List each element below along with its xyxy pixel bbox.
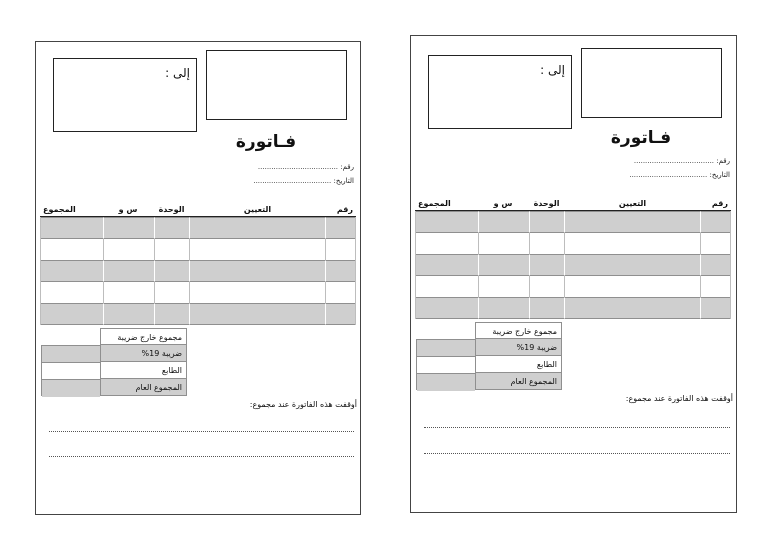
col-description: التعيين (243, 205, 272, 214)
col-price: س و (118, 205, 138, 214)
invoice-sheet-left (35, 41, 361, 515)
stamp-label: الطابع (475, 356, 562, 373)
col-number: رقم (711, 199, 728, 208)
col-price: س و (493, 199, 513, 208)
table-row (41, 217, 355, 239)
subtotal-label: مجموع خارج ضريبة (475, 322, 562, 339)
closing-statement: أوقفت هذه الفاتورة عند مجموع: (625, 394, 733, 403)
tax-label: ضريبة 19% (475, 339, 562, 356)
amount-line-1 (49, 431, 354, 432)
col-total: المجموع (43, 205, 76, 214)
recipient-label: إلى : (540, 63, 565, 77)
invoice-number-field: رقم: .................................... (257, 163, 354, 171)
stamp-label: الطابع (100, 362, 187, 379)
totals-values (416, 339, 476, 390)
logo-box (206, 50, 347, 120)
items-table (415, 196, 731, 319)
table-row (41, 239, 355, 261)
items-table-header (415, 196, 731, 211)
col-number: رقم (336, 205, 353, 214)
col-description: التعيين (618, 199, 647, 208)
col-unit: الوحدة (533, 199, 560, 208)
items-table (40, 202, 356, 325)
logo-box (581, 48, 722, 118)
invoice-sheet-right (410, 35, 737, 513)
amount-line-2 (49, 456, 354, 457)
grand-total-label: المجموع العام (475, 373, 562, 390)
invoice-title: فـاتورة (235, 132, 297, 152)
table-row (416, 297, 730, 319)
invoice-date-field: التاريخ: ................................... (629, 171, 730, 179)
items-table-header (40, 202, 356, 217)
table-row (416, 254, 730, 276)
table-row (41, 282, 355, 304)
recipient-box (428, 55, 572, 129)
totals-block (100, 328, 187, 396)
tax-label: ضريبة 19% (100, 345, 187, 362)
table-row (41, 260, 355, 282)
table-row (416, 233, 730, 255)
invoice-title: فـاتورة (610, 128, 672, 148)
recipient-box (53, 58, 197, 132)
totals-values (41, 345, 101, 396)
amount-line-1 (424, 427, 730, 428)
col-total: المجموع (418, 199, 451, 208)
col-unit: الوحدة (158, 205, 185, 214)
invoice-number-field: رقم: .................................... (633, 157, 730, 165)
amount-line-2 (424, 453, 730, 454)
invoice-date-field: التاريخ: ................................... (253, 177, 354, 185)
table-row (416, 211, 730, 233)
grand-total-label: المجموع العام (100, 379, 187, 396)
recipient-label: إلى : (165, 66, 190, 80)
table-row (41, 303, 355, 325)
totals-block (475, 322, 562, 390)
subtotal-label: مجموع خارج ضريبة (100, 328, 187, 345)
closing-statement: أوقفت هذه الفاتورة عند مجموع: (249, 400, 357, 409)
table-row (416, 276, 730, 298)
